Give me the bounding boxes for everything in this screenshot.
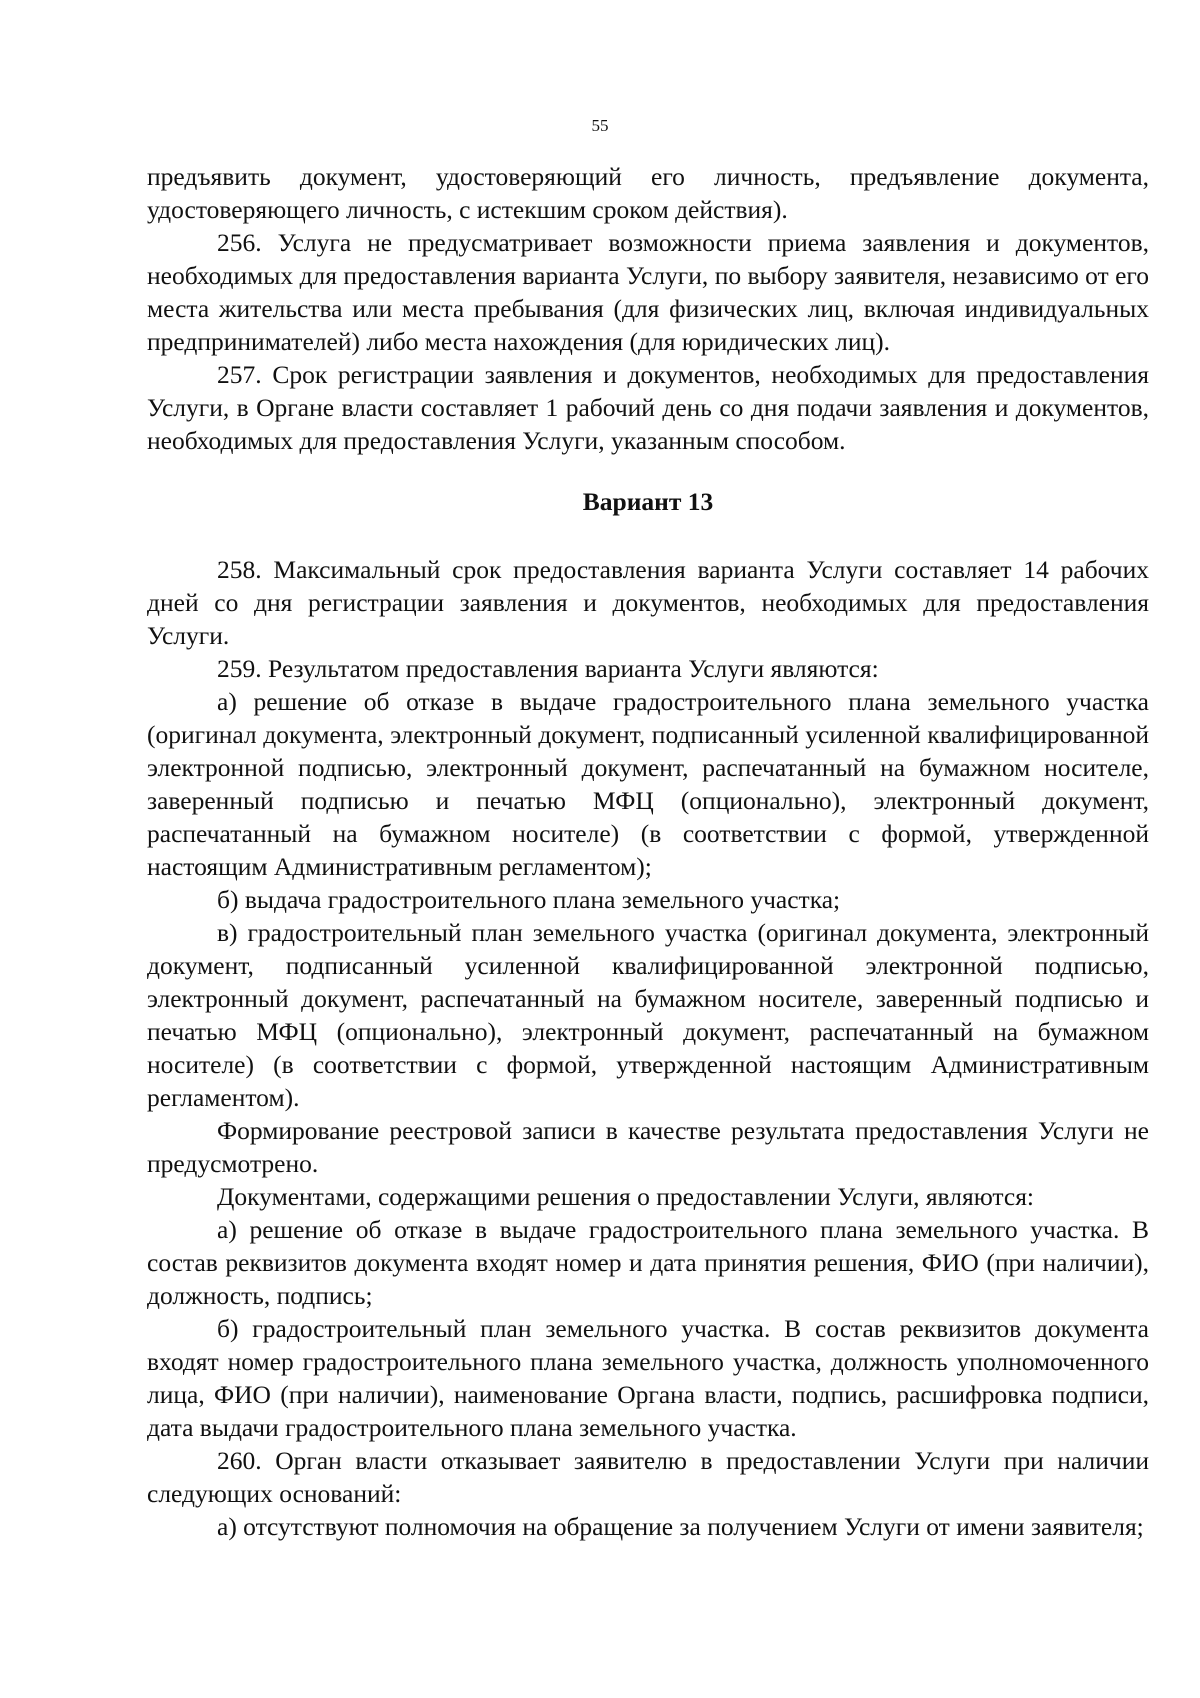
page-number: 55 [591, 116, 609, 135]
list-item-decision-a: а) решение об отказе в выдаче градостроительного плана земельного участка. В состав реквизитов документа входят номер и дата принятия решения, ФИО (при наличии), должность, подпись; [147, 1215, 1149, 1310]
section-heading: Вариант 13 [582, 487, 714, 516]
paragraph: предъявить документ, удостоверяющий его личность, предъявление документа, удостоверяющего личность, с истекшим сроком действия). [147, 162, 1149, 224]
document-body [147, 160, 1149, 1543]
list-item-259-c: в) градостроительный план земельного участка (оригинал документа, электронный документ, подписанный усиленной квалифицированной электронной подписью, электронный документ, распечатанный на бумажном носителе, заверенный подписью и печатью МФЦ (опционально), электронный документ, распечатанный на бумажном носителе) (в соответствии с формой, утвержденной настоящим Административным регламентом). [147, 918, 1149, 1112]
paragraph-257: 257. Срок регистрации заявления и документов, необходимых для предоставления Услуги, в Органе власти составляет 1 рабочий день со дня подачи заявления и документов, необходимых для предоставления Услуги, указанным способом. [147, 360, 1149, 455]
list-item-260-a: а) отсутствуют полномочия на обращение за получением Услуги от имени заявителя; [217, 1512, 1144, 1541]
list-item-decision-b: б) градостроительный план земельного участка. В состав реквизитов документа входят номер градостроительного плана земельного участка, должность уполномоченного лица, ФИО (при наличии), наименование Органа власти, подпись, расшифровка подписи, дата выдачи градостроительного плана земельного участка. [147, 1314, 1149, 1442]
paragraph-256: 256. Услуга не предусматривает возможности приема заявления и документов, необходимых для предоставления варианта Услуги, по выбору заявителя, независимо от его места жительства или места пребывания (для физических лиц, включая индивидуальных предпринимателей) либо места нахождения (для юридических лиц). [147, 228, 1149, 356]
list-item-259-b: б) выдача градостроительного плана земельного участка; [217, 885, 841, 914]
paragraph-260: 260. Орган власти отказывает заявителю в предоставлении Услуги при наличии следующих оснований: [147, 1446, 1149, 1508]
paragraph-decision-documents: Документами, содержащими решения о предоставлении Услуги, являются: [217, 1182, 1035, 1211]
paragraph-259: 259. Результатом предоставления варианта Услуги являются: [217, 654, 879, 683]
list-item-259-a: а) решение об отказе в выдаче градостроительного плана земельного участка (оригинал документа, электронный документ, подписанный усиленной квалифицированной электронной подписью, электронный документ, распечатанный на бумажном носителе, заверенный подписью и печатью МФЦ (опционально), электронный документ, распечатанный на бумажном носителе) (в соответствии с формой, утвержденной настоящим Административным регламентом); [147, 687, 1149, 881]
paragraph-registry-record: Формирование реестровой записи в качестве результата предоставления Услуги не предусмотрено. [147, 1116, 1149, 1178]
paragraph-258: 258. Максимальный срок предоставления варианта Услуги составляет 14 рабочих дней со дня регистрации заявления и документов, необходимых для предоставления Услуги. [147, 555, 1149, 650]
